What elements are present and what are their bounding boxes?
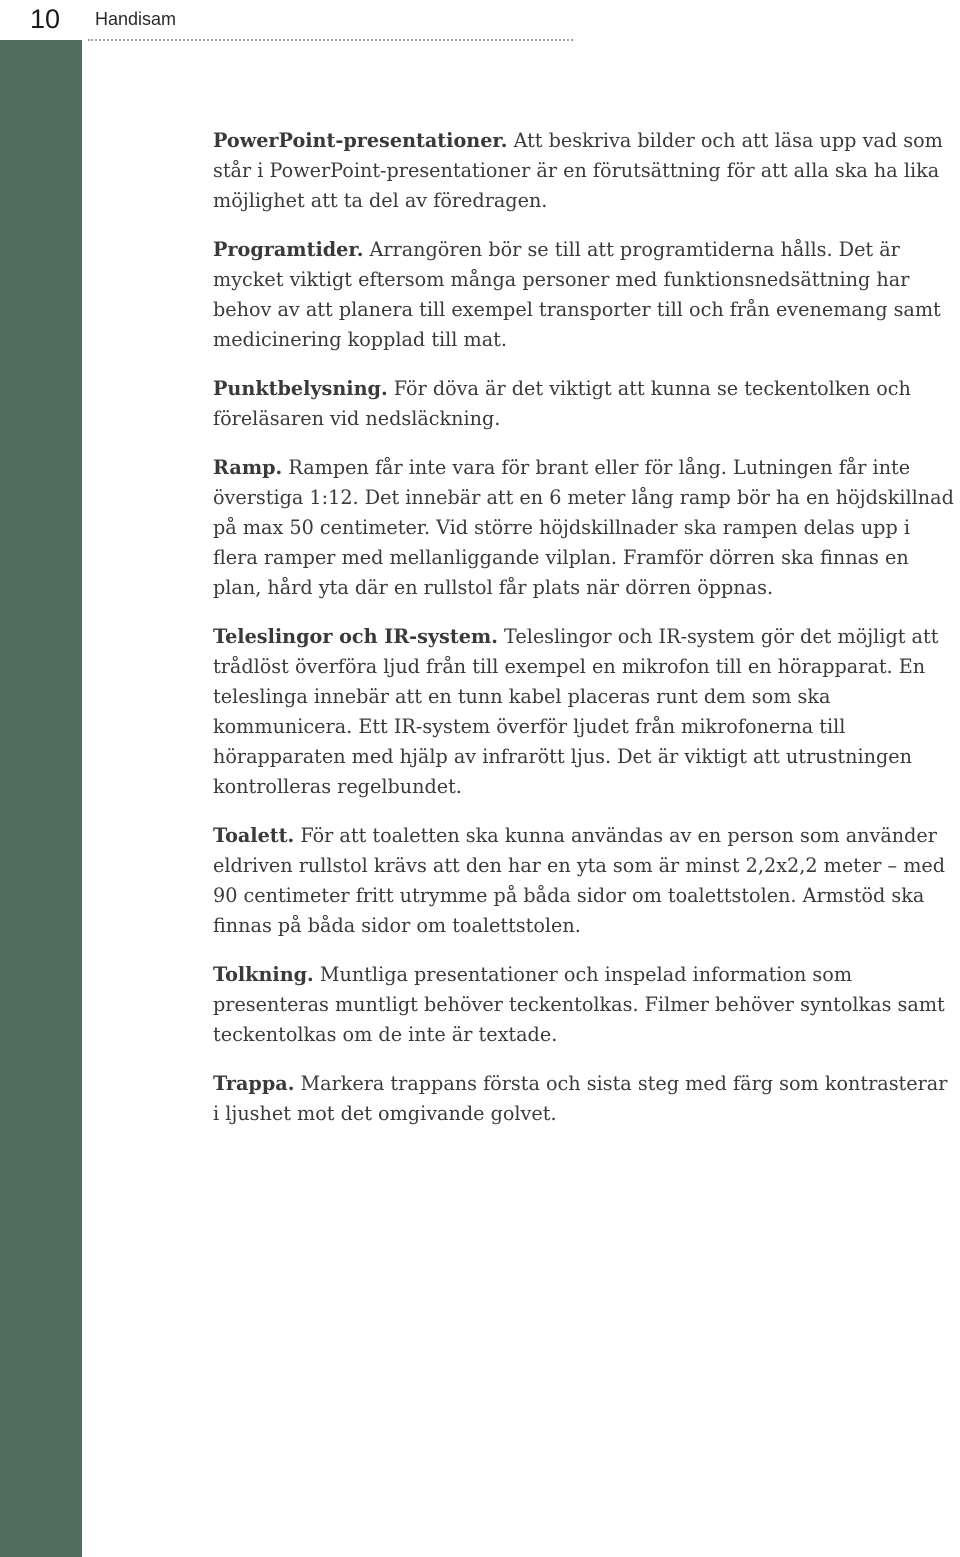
- term-tolkning: Tolkning.: [213, 963, 314, 986]
- text-trappa: Markera trappans första och sista steg med färg som kontrasterar i ljushet mot det omgivande golvet.: [213, 1072, 948, 1125]
- text-punktbelysning: För döva är det viktigt att kunna se teckentolken och föreläsaren vid nedsläckning.: [213, 377, 911, 430]
- text-ramp: Rampen får inte vara för brant eller för lång. Lutningen får inte överstiga 1:12. Det innebär att en 6 meter lång ramp bör ha en höjdskillnad på max 50 centimeter. Vid större höjdskillnader ska rampen delas upp i flera ramper med mellanliggande vilplan. Framför dörren ska finnas en plan, hård yta där en rullstol får plats när dörren öppnas.: [213, 456, 954, 599]
- text-toalett: För att toaletten ska kunna användas av en person som använder eldriven rullstol krävs att den har en yta som är minst 2,2x2,2 meter – med 90 centimeter fritt utrymme på båda sidor om toalettstolen. Armstöd ska finnas på båda sidor om toalettstolen.: [213, 824, 946, 937]
- paragraph-punktbelysning: [213, 374, 958, 434]
- text-tolkning: Muntliga presentationer och inspelad information som presenteras muntligt behöver teckentolkas. Filmer behöver syntolkas samt teckentolkas om de inte är textade.: [213, 963, 945, 1046]
- side-bar: [0, 40, 82, 1557]
- paragraph-teleslingor: [213, 622, 958, 802]
- term-programtider: Programtider.: [213, 238, 364, 261]
- term-trappa: Trappa.: [213, 1072, 295, 1095]
- text-powerpoint: Att beskriva bilder och att läsa upp vad som står i PowerPoint-presentationer är en förutsättning för att alla ska ha lika möjlighet att ta del av föredragen.: [213, 129, 943, 212]
- paragraph-toalett: [213, 821, 958, 941]
- text-programtider: Arrangören bör se till att programtiderna hålls. Det är mycket viktigt eftersom många personer med funktionsnedsättning har behov av att planera till exempel transporter till och från evenemang samt medicinering kopplad till mat.: [213, 238, 941, 351]
- header-divider: [88, 39, 573, 41]
- paragraph-tolkning: [213, 960, 958, 1050]
- term-toalett: Toalett.: [213, 824, 295, 847]
- paragraph-ramp: [213, 453, 958, 603]
- paragraph-powerpoint: [213, 126, 958, 216]
- paragraph-trappa: [213, 1069, 958, 1129]
- term-teleslingor: Teleslingor och IR-system.: [213, 625, 498, 648]
- running-title: Handisam: [95, 9, 177, 29]
- paragraph-programtider: [213, 235, 958, 355]
- term-punktbelysning: Punktbelysning.: [213, 377, 388, 400]
- text-teleslingor: Teleslingor och IR-system gör det möjligt att trådlöst överföra ljud från till exempel en mikrofon till en hörapparat. En teleslinga innebär att en tunn kabel placeras runt dem som ska kommunicera. Ett IR-system överför ljudet från mikrofonerna till hörapparaten med hjälp av infrarött ljus. Det är viktigt att utrustningen kontrolleras regelbundet.: [213, 625, 939, 798]
- body-text: [213, 126, 958, 1148]
- term-powerpoint: PowerPoint-presentationer.: [213, 129, 508, 152]
- term-ramp: Ramp.: [213, 456, 283, 479]
- page-number: 10: [30, 4, 61, 34]
